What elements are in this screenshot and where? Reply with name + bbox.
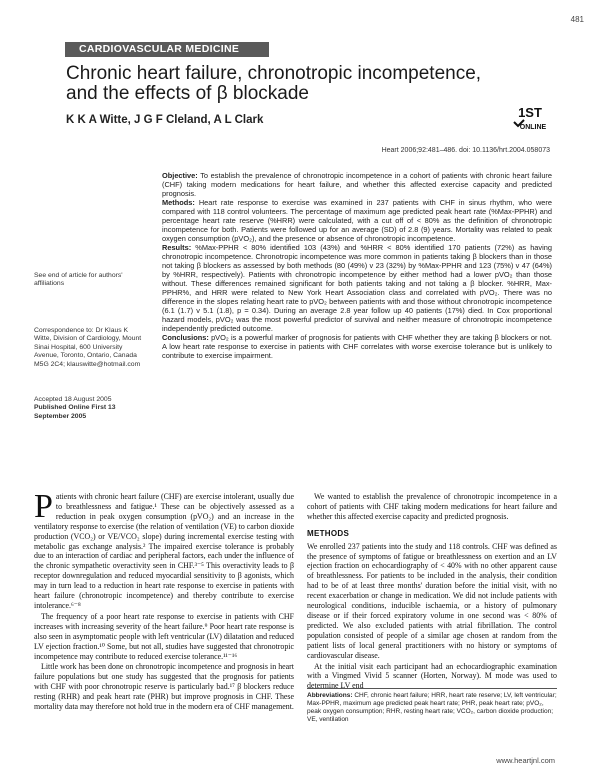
objective-text: To establish the prevalence of chronotropic incompetence in a cohort of patients with chronic heart failure (CHF) taking modern medications for heart failure, and whether this affected exercise capacity and predicted prognosis. bbox=[162, 171, 553, 198]
drop-cap: P bbox=[34, 488, 53, 525]
body-column-left bbox=[34, 488, 294, 713]
journal-url: www.heartjnl.com bbox=[496, 756, 555, 765]
article-title: Chronic heart failure, chronotropic incompetence, and the effects of β blockade bbox=[66, 63, 482, 104]
abbreviations-divider bbox=[307, 688, 557, 689]
abbreviations-label: Abbreviations: bbox=[307, 692, 353, 699]
abstract-methods bbox=[162, 198, 552, 243]
intro-paragraph-2: The frequency of a poor heart rate response to exercise in patients with CHF increases with increasing severity of the heart failure.⁹ Poor heart rate response is also seen in asymptomatic people with left ventricular (LV) dilatation and reduced LV ejection fraction.¹⁰ Some, but not all, studies have suggested that chronotropic incompetence may contribute to reduced exercise tolerance.¹¹⁻¹⁶ bbox=[34, 611, 294, 661]
published-date: Published Online First 13 September 2005 bbox=[34, 404, 116, 420]
svg-text:1ST: 1ST bbox=[518, 105, 542, 120]
abstract-objective bbox=[162, 171, 552, 198]
affiliations-note: See end of article for authors' affiliations bbox=[34, 272, 123, 288]
intro-paragraph-4: We wanted to establish the prevalence of chronotropic incompetence in a cohort of patients with CHF taking modern medications for heart failure and whether this affected exercise capacity and predicted prognosis. bbox=[307, 492, 557, 521]
results-label: Results: bbox=[162, 243, 192, 252]
intro-paragraph-1 bbox=[34, 488, 294, 611]
svg-text:ONLINE: ONLINE bbox=[519, 124, 547, 131]
citation: Heart 2006;92:481–486. doi: 10.1136/hrt.2004.058073 bbox=[381, 147, 550, 154]
abstract-conclusions bbox=[162, 333, 552, 360]
methods-text: Heart rate response to exercise was examined in 237 patients with CHF in sinus rhythm, who were compared with 118 control volunteers. The percentage of maximum age predicted peak heart rate (%Max-PPHR) and percentage heart rate reserve (%HRR) were calculated, with a cut off of < 80% as the definition of chronotropic incompetence for both. Patients were followed up for an average (SD) of 2.8 (9) years. Mortality was related to peak oxygen consumption (pVO₂), and the presence or absence of chronotropic incompetence. bbox=[162, 198, 552, 243]
online-first-logo-icon bbox=[508, 100, 548, 140]
methods-paragraph-2: At the initial visit each participant had an echocardiographic examination with a Vingmed Vivid 5 scanner (Horten, Norway). M mode was used to determine LV end bbox=[307, 661, 557, 691]
author-list: K K A Witte, J G F Cleland, A L Clark bbox=[66, 114, 264, 126]
accepted-date: Accepted 18 August 2005 bbox=[34, 396, 112, 403]
methods-paragraph-1: We enrolled 237 patients into the study and 118 controls. CHF was defined as the presence of symptoms of fatigue or breathlessness on exertion and an LV ejection fraction on echocardiography of < 40% with no other apparent cause of breathlessness. For patients to be included in the analysis, their condition had to be of at least three months' duration before the initial visit, with no recent exacerbation or change in medication. We did not include patients with neurological conditions, inducible ischaemia, or a history of pulmonary disease or if their forced expiratory volume in one second was < 80% of predicted. We also excluded patients with atrial fibrillation. The control population consisted of people of a similar age chosen at random from the patient lists of local general practitioners with no history or symptoms of cardiovascular disease. bbox=[307, 541, 557, 660]
publication-dates bbox=[34, 396, 144, 421]
abbreviations bbox=[307, 692, 557, 724]
methods-heading: METHODS bbox=[307, 528, 350, 538]
abbreviations-text: CHF, chronic heart failure; HRR, heart rate reserve; LV, left ventricular; Max-PPHR, maximum age predicted peak heart rate; PHR, peak heart rate; pVO₂, peak oxygen consumption; RHR, resting heart rate; VCO₂, carbon dioxide production; VE, ventilation bbox=[307, 692, 557, 723]
abstract-results bbox=[162, 243, 552, 333]
intro-paragraph-3: Little work has been done on chronotropic incompetence and prognosis in heart failure populations but one study has suggested that the prognosis for patients with CHF with poor chronotropic reserve is particularly bad.¹⁷ β blockers reduce resting (RHR) and peak heart rate (PHR) but improve prognosis in CHF. These mortality data may therefore not hold true in the modern era of CHF management. bbox=[34, 662, 294, 712]
results-text: %Max-PPHR < 80% identified 103 (43%) and %HRR < 80% identified 170 patients (72%) as having chronotropic incompetence. Chronotropic incompetence was more common in patients taking β blockers than in those not taking β blockers as assessed by both methods (80 (49%) v 23 (32%) by %Max-PPHR and 123 (75%) v 47 (64%) by %HRR, respectively). Patients with chronotropic incompetence by either method had a lower pVO₂ than those without. These differences remained significant for both patients taking and not taking a β blocker. %HRR, Max-PPHR%, and HRR were related to New York Heart Association class and correlated with pVO₂. There was no difference in the slopes relating heart rate to pVO₂ between patients with and those without chronotropic incompetence (6.1 (1.7) v 5.1 (1.8), p = 0.34). During an average 2.8 year follow up 40 patients (17%) died. In Cox proportional hazard models, pVO₂ was the most powerful predictor of survival and neither measure of chronotropic incompetence independently predicted outcome. bbox=[162, 243, 552, 333]
abstract bbox=[162, 171, 552, 360]
objective-label: Objective: bbox=[162, 171, 198, 180]
body-column-right bbox=[307, 492, 557, 692]
correspondence: Correspondence to: Dr Klaus K Witte, Division of Cardiology, Mount Sinai Hospital, 600 University Avenue, Toronto, Ontario, Canada M5G 2C4; klauswitte@hotmail.com bbox=[34, 327, 142, 368]
conclusions-text: pVO₂ is a powerful marker of prognosis for patients with CHF whether they are taking β blockers or not. A low heart rate response to exercise in patients with CHF correlates with worse exercise tolerance but is unlikely to contribute to exercise impairment. bbox=[162, 333, 552, 360]
section-banner: CARDIOVASCULAR MEDICINE bbox=[65, 42, 269, 57]
methods-label: Methods: bbox=[162, 198, 195, 207]
conclusions-label: Conclusions: bbox=[162, 333, 209, 342]
page-number: 481 bbox=[570, 15, 584, 24]
intro-text-1: atients with chronic heart failure (CHF) are exercise intolerant, usually due to breathlessness and fatigue.¹ These can be objectively assessed as a reduction in peak oxygen consumption (pVO₂) and an increase in the ventilatory response to exercise (the relation of ventilation (VE) to carbon dioxide production (VCO₂) or VE/VCO₂ slope) during incremental exercise testing with metabolic gas exchange analysis.² The impaired exercise tolerance is probably due to an interaction of cardiac and peripheral factors, each under the influence of the chronic sympathetic overactivity seen in CHF.³⁻⁵ This overactivity leads to β receptor downregulation and reduced myocardial sensitivity to β agonists, which may in turn lead to a reduction in heart rate response to exercise in patients with heart failure (chronotropic incompetence) and thereby contribute to exercise intolerance.⁶⁻⁸ bbox=[34, 492, 294, 610]
